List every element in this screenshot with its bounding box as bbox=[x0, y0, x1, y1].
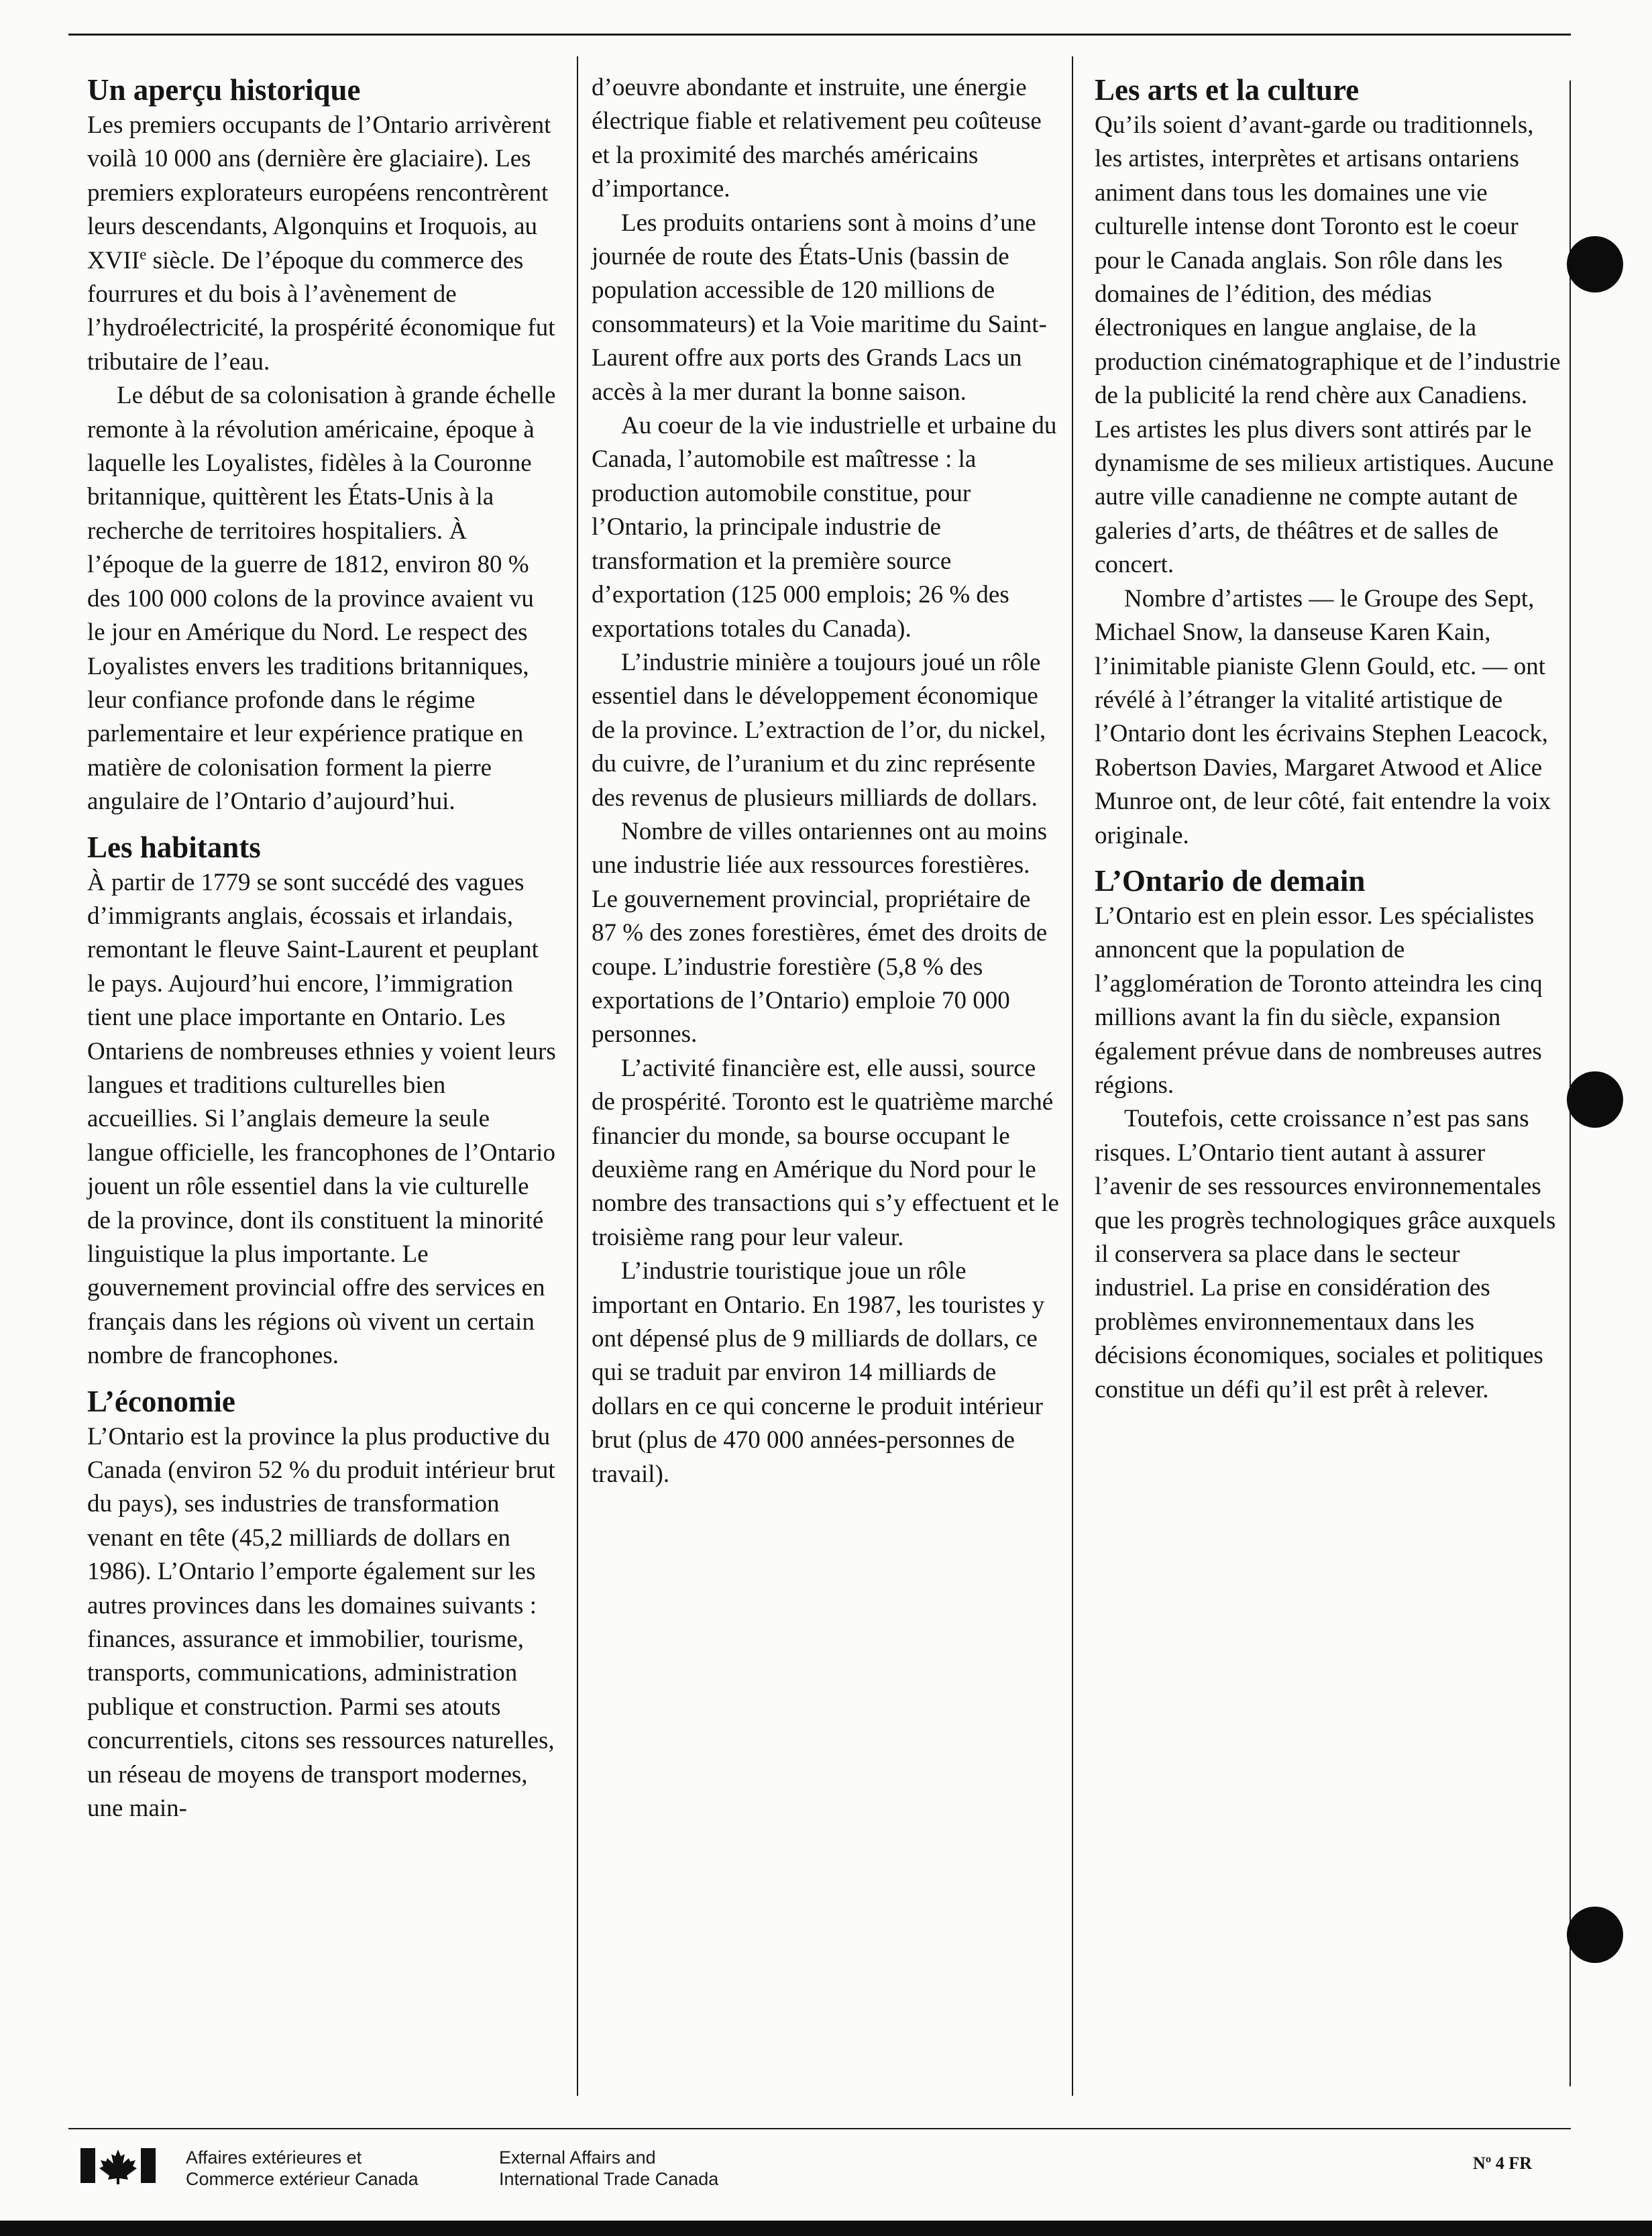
right-edge-rule bbox=[1570, 81, 1571, 2086]
heading-ontario-demain: L’Ontario de demain bbox=[1095, 863, 1366, 898]
paragraph: Les produits ontariens sont à moins d’une journée de route des États-Unis (bassin de population accessible de 120 millions de consommateurs) et la Voie maritime du Saint-Laurent offre aux ports des Grands Lacs un accès à la mer durant la bonne saison. bbox=[592, 209, 1047, 406]
superscript: e bbox=[140, 246, 147, 263]
paragraph: Toutefois, cette croissance n’est pas sans risques. L’Ontario tient autant à assurer l’avenir de ses ressources environnementales que les progrès technologiques grâce auxquels il conservera sa place dans le secteur industriel. La prise en considération des problèmes environnementaux dans les décisions économiques, sociales et politiques constitue un défi qu’il est prêt à relever. bbox=[1095, 1105, 1556, 1403]
paragraph: Qu’ils soient d’avant-garde ou traditionnels, les artistes, interprètes et artisans ontariens animent dans tous les domaines une vie culturelle intense dont Toronto est le coeur pour le Canada anglais. Son rôle dans les domaines de l’édition, des médias électroniques en langue anglaise, de la production cinématographique et de l’industrie de la publicité la rend chère aux Canadiens. Les artistes les plus divers sont attirés par le dynamisme de ses milieux artistiques. Aucune autre ville canadienne ne compte autant de galeries d’arts, de théâtres et de salles de concert. bbox=[1095, 111, 1561, 579]
paragraph: L’activité financière est, elle aussi, source de prospérité. Toronto est le quatrième marché financier du monde, sa bourse occupant le deuxième rang en Amérique du Nord pour le nombre des transactions qui s’y effectuent et le troisième rang pour leur valeur. bbox=[592, 1054, 1059, 1251]
heading-economie: L’économie bbox=[87, 1384, 235, 1418]
column-middle bbox=[592, 71, 1061, 1491]
column-divider-1 bbox=[577, 56, 578, 2096]
footer-line: Commerce extérieur Canada bbox=[186, 2169, 419, 2189]
paragraph bbox=[87, 109, 557, 379]
text-run: siècle. De l’époque du commerce des fourrures et du bois à l’avènement de l’hydroélectricité, la prospérité économique fut tributaire de l’eau. bbox=[87, 246, 555, 376]
heading-habitants: Les habitants bbox=[87, 830, 261, 864]
paragraph: Au coeur de la vie industrielle et urbaine du Canada, l’automobile est maîtresse : la production automobile constitue, pour l’Ontario, la principale industrie de transformation et la première source d’exportation (125 000 emplois; 26 % des exportations totales du Canada). bbox=[592, 412, 1057, 643]
paragraph: Nombre de villes ontariennes ont au moins une industrie liée aux ressources forestières. Le gouvernement provincial, propriétaire de 87 % des zones forestières, émet des droits de coupe. L’industrie forestière (5,8 % des exportations de l’Ontario) emploie 70 000 personnes. bbox=[592, 817, 1048, 1049]
paragraph: Le début de sa colonisation à grande échelle remonte à la révolution américaine, époque à laquelle les Loyalistes, fidèles à la Couronne britannique, quittèrent les États-Unis à la recherche de territoires hospitaliers. À l’époque de la guerre de 1812, environ 80 % des 100 000 colons de la province avaient vu le jour en Amérique du Nord. Le respect des Loyalistes envers les traditions britanniques, leur confiance profonde dans le régime parlementaire et leur expérience pratique en matière de colonisation forment la pierre angulaire de l’Ontario d’aujourd’hui. bbox=[87, 382, 556, 816]
heading-apercu-historique: Un aperçu historique bbox=[87, 73, 361, 107]
footer-line: Affaires extérieures et bbox=[186, 2147, 362, 2168]
footer-line: External Affairs and bbox=[499, 2147, 656, 2168]
punch-hole-top bbox=[1567, 236, 1623, 292]
column-left bbox=[87, 71, 557, 1826]
paragraph: L’industrie minière a toujours joué un rôle essentiel dans le développement économique de la province. L’extraction de l’or, du nickel, du cuivre, de l’uranium et du zinc représente des revenus de plusieurs milliards de dollars. bbox=[592, 648, 1046, 812]
footer-rule bbox=[68, 2128, 1571, 2129]
column-divider-2 bbox=[1072, 56, 1073, 2096]
footer-line: International Trade Canada bbox=[499, 2169, 719, 2189]
paragraph: L’industrie touristique joue un rôle important en Ontario. En 1987, les touristes y ont dépensé plus de 9 milliards de dollars, ce qui se traduit par environ 14 milliards de dollars en ce qui concerne le produit intérieur brut (plus de 470 000 années-personnes de travail). bbox=[592, 1257, 1045, 1488]
footer-department-fr bbox=[186, 2147, 419, 2190]
paragraph: L’Ontario est en plein essor. Les spécialistes annoncent que la population de l’agglomération de Toronto atteindra les cinq millions avant la fin du siècle, expansion également prévue dans de nombreuses autres régions. bbox=[1095, 902, 1543, 1099]
bottom-scan-edge bbox=[0, 2221, 1652, 2236]
canada-flag-logo-icon bbox=[80, 2145, 156, 2186]
issue-number: Nº 4 FR bbox=[1473, 2153, 1533, 2173]
text-run: Les premiers occupants de l’Ontario arrivèrent voilà 10 000 ans (dernière ère glaciaire). Les premiers explorateurs européens rencontrèrent leurs descendants, Algonquins et Iroquois, au XVII bbox=[87, 111, 551, 274]
footer-department-en bbox=[499, 2147, 718, 2190]
paragraph: Nombre d’artistes — le Groupe des Sept, Michael Snow, la danseuse Karen Kain, l’inimitable pianiste Glenn Gould, etc. — ont révélé à l’étranger la vitalité artistique de l’Ontario dont les écrivains Stephen Leacock, Robertson Davies, Margaret Atwood et Alice Munroe ont, de leur côté, fait entendre la voix originale. bbox=[1095, 584, 1551, 849]
punch-hole-middle bbox=[1567, 1071, 1623, 1128]
column-right bbox=[1095, 71, 1564, 1407]
punch-hole-bottom bbox=[1567, 1907, 1623, 1963]
paragraph: À partir de 1779 se sont succédé des vagues d’immigrants anglais, écossais et irlandais, remontant le fleuve Saint-Laurent et peuplant le pays. Aujourd’hui encore, l’immigration tient une place importante en Ontario. Les Ontariens de nombreuses ethnies y voient leurs langues et traditions culturelles bien accueillies. Si l’anglais demeure la seule langue officielle, les francophones de l’Ontario jouent un rôle essentiel dans la vie culturelle de la province, dont ils constituent la minorité linguistique la plus importante. Le gouvernement provincial offre des services en français dans les régions où vivent un certain nombre de francophones. bbox=[87, 868, 556, 1370]
paragraph: L’Ontario est la province la plus productive du Canada (environ 52 % du produit intérieur brut du pays), ses industries de transformation venant en tête (45,2 milliards de dollars en 1986). L’Ontario l’emporte également sur les autres provinces dans les domaines suivants : finances, assurance et immobilier, tourisme, transports, communications, administration publique et construction. Parmi ses atouts concurrentiels, citons ses ressources naturelles, un réseau de moyens de transport modernes, une main- bbox=[87, 1422, 555, 1823]
top-rule bbox=[68, 34, 1571, 36]
paragraph: d’oeuvre abondante et instruite, une énergie électrique fiable et relativement peu coûteuse et la proximité des marchés américains d’importance. bbox=[592, 74, 1042, 203]
heading-arts-culture: Les arts et la culture bbox=[1095, 73, 1360, 107]
